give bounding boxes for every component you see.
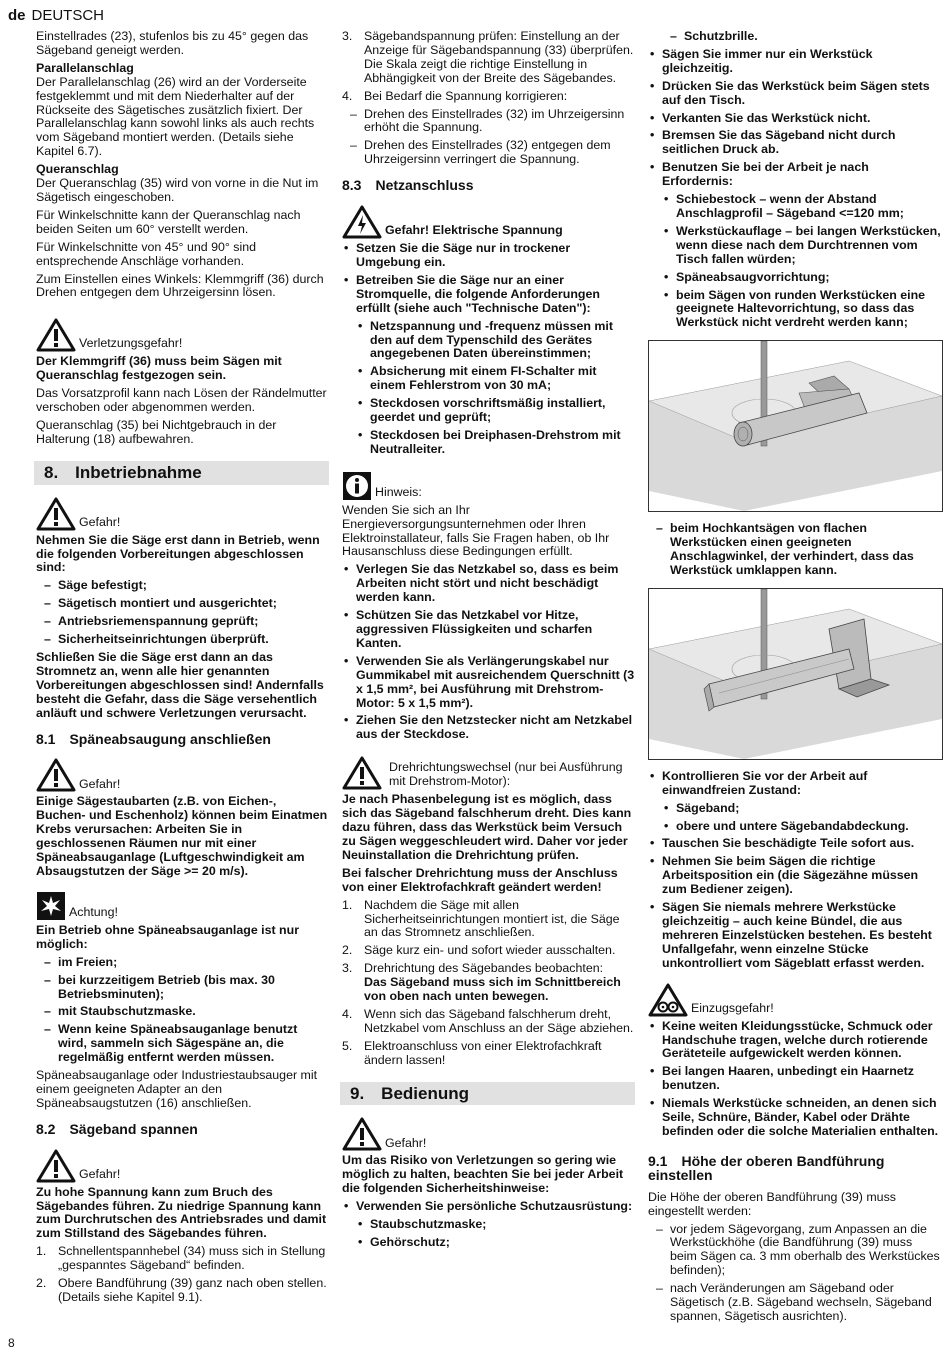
condition-sublist: [662, 802, 941, 834]
list-item: • Staubschutzmaske;: [356, 1218, 635, 1232]
warning-label: Drehrichtungswechsel (nur bei Ausführung mit Drehstrom-Motor):: [389, 760, 623, 789]
tension-list: [342, 108, 635, 168]
ppe-continued: [662, 30, 941, 44]
aids-list: [662, 193, 941, 330]
height-list: [648, 1223, 941, 1324]
list-item: – Antriebsriemenspannung geprüft;: [36, 615, 329, 629]
warning-text: Einige Sägestaubarten (z.B. von Eichen-, Buchen- und Eschenholz) können beim Einatmen Krebs verursachen: Arbeiten Sie in geschlossenen Räumen nur mit einer Späneabsauganlage (Luftgeschwindigkeit am Absaugstutzen der Säge >= 20 m/s).: [36, 794, 328, 878]
list-item: 5. Elektroanschluss von einer Elektrofachkraft ändern lassen!: [342, 1038, 602, 1067]
list-item: 2. Säge kurz ein- und sofort wieder ausschalten.: [342, 943, 616, 958]
hint-label: Hinweis:: [375, 484, 422, 499]
warning-text: Zu hohe Spannung kann zum Bruch des Sägebandes führen. Zu niedrige Spannung kann zum Durchrutschen des Antriebsrades und damit zum Stillstand des Sägebandes führen.: [36, 1184, 327, 1241]
list-item: 2. Obere Bandführung (39) ganz nach oben stellen. (Details siehe Kapitel 9.1).: [36, 1276, 327, 1304]
warning-triangle-icon: [36, 497, 76, 531]
list-item: • Sägeband;: [662, 802, 941, 816]
warning-label: Gefahr!: [79, 1166, 121, 1181]
list-item: • Schützen Sie das Netzkabel vor Hitze, aggressiven Flüssigkeiten und scharfen Kanten.: [342, 609, 635, 651]
list-item: • Kontrollieren Sie vor der Arbeit auf einwandfreien Zustand: • Sägeband; • obere und untere Sägebandabdeckung.: [648, 770, 941, 834]
list-item: • Nehmen Sie beim Sägen die richtige Arbeitsposition ein (die Sägezähne müssen zum Bediener zeigen).: [648, 855, 941, 897]
attention-notice: [36, 891, 329, 921]
warning-danger: [36, 1149, 329, 1183]
list-item: 3. Sägebandspannung prüfen: Einstellung an der Anzeige für Sägebandspannung (33) überprüfen. Die Skala zeigt die richtige Einstellung in Abhängigkeit von der Breite des Sägebandes.: [342, 29, 634, 85]
list-item: – Sägetisch montiert und ausgerichtet;: [36, 597, 329, 611]
list-item: 1. Nachdem die Säge mit allen Sicherheitseinrichtungen montiert ist, die Säge an das Stromnetz anschließen.: [342, 897, 620, 940]
warning-danger: [36, 497, 329, 531]
warning-triangle-icon: [36, 1149, 76, 1183]
heading-queranschlag: Queranschlag: [36, 162, 119, 177]
entanglement-list: [648, 1020, 941, 1139]
paragraph: Späneabsauganlage oder Industriestaubsauger mit einem geeigneten Adapter an den Späneabsaugstutzen (16) anschließen.: [36, 1068, 318, 1110]
list-item: • Verlegen Sie das Netzkabel so, dass es beim Arbeiten nicht stört und nicht beschädigt werden kann.: [342, 563, 635, 605]
warning-triangle-icon: [36, 318, 76, 352]
list-item: • Netzspannung und -frequenz müssen mit den auf dem Typenschild des Gerätes angegebenen Daten übereinstimmen;: [356, 320, 635, 362]
paragraph: Das Vorsatzprofil kann nach Lösen der Rändelmutter verschoben oder abgenommen werden.: [36, 386, 327, 415]
list-item: • Gehörschutz;: [356, 1236, 635, 1250]
hint-notice: [342, 471, 635, 501]
preparation-list: [36, 579, 329, 647]
column-left: [36, 30, 329, 1309]
section-heading-9: 9. Bedienung: [340, 1082, 635, 1106]
list-item: • Absicherung mit einem FI-Schalter mit einem Fehlerstrom von 30 mA;: [356, 365, 635, 393]
paragraph: Schließen Sie die Säge erst dann an das Stromnetz an, wenn alle hier genannten Vorbereitungen abgeschlossen sind! Andernfalls besteht die Gefahr, dass die Säge versehentlich anläuft und schwere Verletzungen verursacht.: [36, 650, 324, 720]
subsection-heading-8-3: 8.3 Netzanschluss: [342, 177, 474, 194]
list-item: • Werkstückauflage – bei langen Werkstücken, wenn diese nach dem Durchtrennen vom Tisch fallen würden;: [662, 225, 941, 267]
subsection-heading-8-1: 8.1 Späneabsaugung anschließen: [36, 730, 271, 747]
warning-label: Gefahr!: [79, 514, 121, 529]
entanglement-hazard-icon: [648, 983, 688, 1017]
list-item: • Steckdosen vorschriftsmäßig installiert, geerdet und geprüft;: [356, 397, 635, 425]
warning-label: Gefahr!: [385, 1135, 427, 1150]
warning-triangle-icon: [342, 756, 382, 790]
warning-entanglement: [648, 983, 941, 1017]
paragraph: Zum Einstellen eines Winkels: Klemmgriff (36) durch Drehen entgegen dem Uhrzeigersinn lösen.: [36, 271, 324, 300]
page-number: 8: [8, 1336, 15, 1350]
warning-label: Gefahr!: [79, 776, 121, 791]
list-item: – nach Veränderungen am Sägeband oder Sägetisch (z.B. Sägeband wechseln, Sägeband spannen, Sägetisch ausrichten).: [648, 1282, 941, 1324]
warning-label: Verletzungsgefahr!: [79, 336, 183, 351]
list-item: – vor jedem Sägevorgang, zum Anpassen an die Werkstückhöhe (die Bandführung (39) muss beim Sägen ca. 3 mm oberhalb des Werkstückes befinden);: [648, 1223, 941, 1279]
ppe-sublist: [356, 1218, 635, 1250]
page-header: [8, 7, 104, 24]
list-item: – im Freien;: [36, 956, 329, 970]
column-middle: [342, 30, 635, 1254]
paragraph: Einstellrades (23), stufenlos bis zu 45° gegen das Sägeband geneigt werden.: [36, 29, 309, 57]
list-item: • Tauschen Sie beschädigte Teile sofort aus.: [648, 837, 941, 851]
cable-list: [342, 563, 635, 742]
steps-list: [342, 30, 635, 104]
electric-hazard-icon: [342, 205, 382, 239]
language-code: de: [8, 7, 26, 24]
paragraph: Der Queranschlag (35) wird von vorne in die Nut im Sägetisch eingeschoben.: [36, 176, 319, 204]
list-item: – beim Hochkantsägen von flachen Werkstücken einen geeigneten Anschlagwinkel, der verhindert, dass das Werkstück umklappen kann.: [648, 522, 941, 578]
list-item: – Drehen des Einstellrades (32) im Uhrzeigersinn erhöht die Spannung.: [342, 108, 635, 136]
list-item: 3. Drehrichtung des Sägebandes beobachten: Das Sägeband muss sich im Schnittbereich von oben nach unten bewegen.: [342, 961, 621, 1004]
paragraph: Queranschlag (35) bei Nichtgebrauch in der Halterung (18) aufbewahren.: [36, 417, 277, 446]
list-item: • Schiebestock – wenn der Abstand Anschlagprofil – Sägeband <=120 mm;: [662, 193, 941, 221]
list-item: • Drücken Sie das Werkstück beim Sägen stets auf den Tisch.: [648, 80, 941, 108]
requirements-list: [356, 320, 635, 457]
conditions-list: [36, 956, 329, 1065]
heading-parallelanschlag: Parallelanschlag: [36, 60, 134, 75]
subsection-heading-8-2: 8.2 Sägeband spannen: [36, 1120, 198, 1137]
list-item: • obere und untere Sägebandabdeckung.: [662, 820, 941, 834]
list-item: • Verkanten Sie das Werkstück nicht.: [648, 112, 941, 126]
warning-text: Nehmen Sie die Säge erst dann in Betrieb, wenn die folgenden Vorbereitungen abgeschlossen sind:: [36, 532, 320, 575]
list-item: – Schutzbrille.: [662, 30, 941, 44]
list-item: • Bremsen Sie das Sägeband nicht durch seitlichen Druck ab.: [648, 129, 941, 157]
list-item: • Späneabsaugvorrichtung;: [662, 271, 941, 285]
ppe-list: [342, 1200, 635, 1250]
list-item: • Sägen Sie immer nur ein Werkstück gleichzeitig.: [648, 48, 941, 76]
list-item: • Setzen Sie die Säge nur in trockener Umgebung ein.: [342, 242, 635, 270]
rotation-steps: [342, 899, 635, 1068]
warning-rotation: [342, 756, 635, 790]
subsection-heading-9-1: 9.1 Höhe der oberen Bandführung einstellen: [648, 1152, 885, 1183]
warning-triangle-icon: [36, 758, 76, 792]
list-item: • Benutzen Sie bei der Arbeit je nach Erfordernis: • Schiebestock – wenn der Abstand Anschlagprofil – Sägeband <=120 mm; • Werkstückauflage – bei langen Werkstücken, wenn diese nach dem Durchtrennen vom Tisch fallen würden; • Späneabsaugvorrichtung; • beim Sägen von runden Werkstücken eine geeignete Haltevorrichtung, so dass das Werkstück nicht verdreht werden kann;: [648, 161, 941, 330]
attention-label: Achtung!: [69, 904, 118, 919]
list-item: – Sicherheitseinrichtungen überprüft.: [36, 633, 329, 647]
warning-injury: [36, 318, 329, 352]
list-item: • Betreiben Sie die Säge nur an einer Stromquelle, die folgende Anforderungen erfüllt (siehe auch "Technische Daten"): • Netzspannung und -frequenz müssen mit den auf dem Typenschild des Gerätes angegebenen Daten übereinstimmen; • Absicherung mit einem FI-Schalter mit einem Fehlerstrom von 30 mA; • Steckdosen vorschriftsmäßig installiert, geerdet und geprüft; • Steckdosen bei Dreiphasen-Drehstrom mit Neutralleiter.: [342, 274, 635, 457]
warning-label: Gefahr! Elektrische Spannung: [385, 223, 563, 238]
warning-text: Je nach Phasenbelegung ist es möglich, dass sich das Sägeband falschherum dreht. Dies kann dazu führen, dass das Werkstück beim Versuch zu Sägen weggeschleudert wird. Daher vor jeder Neuinstallation die Drehrichtung prüfen.: [342, 792, 632, 862]
list-item: 4. Bei Bedarf die Spannung korrigieren:: [342, 88, 568, 103]
list-item: • Verwenden Sie persönliche Schutzausrüstung: • Staubschutzmaske; • Gehörschutz;: [342, 1200, 635, 1250]
paragraph: Der Parallelanschlag (26) wird an der Vorderseite festgeklemmt und mit dem Niederhalter auf der Rückseite des Sägetisches zusätzlich fixiert. Der Parallelanschlag kann sowohl links als auch rechts vom Sägeband montiert werden. (Details siehe Kapitel 6.7).: [36, 74, 315, 159]
section-heading-8: 8. Inbetriebnahme: [34, 461, 329, 485]
operation-list: [648, 48, 941, 330]
list-item: • Keine weiten Kleidungsstücke, Schmuck oder Handschuhe tragen, welche durch rotierende Geräteteile aufgewickelt werden können.: [648, 1020, 941, 1062]
warning-text: Der Klemmgriff (36) muss beim Sägen mit Queranschlag festgezogen sein.: [36, 354, 282, 383]
paragraph: Für Winkelschnitte von 45° und 90° sind entsprechende Anschläge vorhanden.: [36, 239, 256, 268]
list-item: 4. Wenn sich das Sägeband falschherum dreht, Netzkabel vom Anschluss an der Säge abziehen.: [342, 1006, 634, 1035]
warning-danger: [342, 1117, 635, 1151]
flat-workpiece-list: [648, 522, 941, 578]
list-item: 1. Schnellentspannhebel (34) muss sich in Stellung „gespanntes Sägeband“ befinden.: [36, 1244, 326, 1273]
flat-workpiece-illustration: [648, 588, 943, 760]
list-item: • beim Sägen von runden Werkstücken eine geeignete Haltevorrichtung, so dass das Werkstück nicht verdreht werden kann;: [662, 289, 941, 331]
list-item: • Steckdosen bei Dreiphasen-Drehstrom mit Neutralleiter.: [356, 429, 635, 457]
warning-label: Einzugsgefahr!: [691, 1000, 774, 1015]
attention-text: Ein Betrieb ohne Späneabsauganlage ist nur möglich:: [36, 922, 300, 951]
safety-list: [342, 242, 635, 457]
list-item: • Verwenden Sie als Verlängerungskabel nur Gummikabel mit ausreichendem Querschnitt (3 x 1,5 mm², bei Ausführung mit Drehstrom-Motor: 5 x 1,5 mm²).: [342, 655, 635, 711]
warning-electric: [342, 205, 635, 239]
paragraph: Die Höhe der oberen Bandführung (39) muss eingestellt werden:: [648, 1189, 896, 1218]
list-item: • Niemals Werkstücke schneiden, an denen sich Seile, Schnüre, Bänder, Kabel oder Drähte befinden oder die solche Materialien enthalten.: [648, 1097, 941, 1139]
list-item: – Wenn keine Späneabsauganlage benutzt wird, sammeln sich Sägespäne an, die regelmäßig entfernt werden müssen.: [36, 1023, 329, 1065]
check-list: [648, 770, 941, 971]
list-item: – bei kurzzeitigem Betrieb (bis max. 30 Betriebsminuten);: [36, 974, 329, 1002]
list-item: • Sägen Sie niemals mehrere Werkstücke gleichzeitig – auch keine Bündel, die aus mehreren Einzelstücken bestehen. Es besteht Unfallgefahr, wenn einzelne Stücke unkontrolliert vom Sägeblatt erfasst werden.: [648, 901, 941, 971]
column-right: [648, 30, 941, 1328]
warning-text: Um das Risiko von Verletzungen so gering wie möglich zu halten, beachten Sie bei jeder Arbeit die folgenden Sicherheitshinweise:: [342, 1153, 624, 1196]
list-item: • Bei langen Haaren, unbedingt ein Haarnetz benutzen.: [648, 1065, 941, 1093]
header-title: DEUTSCH: [31, 7, 105, 24]
list-item: – mit Staubschutzmaske.: [36, 1005, 329, 1019]
warning-danger: [36, 758, 329, 792]
hint-text: Wenden Sie sich an Ihr Energieversorgungsunternehmen oder Ihren Elektroinstallateur, falls Sie Fragen haben, ob Ihr Hausanschluss diese Bedingungen erfüllt.: [342, 502, 610, 559]
list-item: • Ziehen Sie den Netzstecker nicht am Netzkabel aus der Steckdose.: [342, 714, 635, 742]
paragraph: Für Winkelschnitte kann der Queranschlag nach beiden Seiten um 60° verstellt werden.: [36, 207, 301, 236]
info-icon: [342, 471, 372, 501]
steps-list: [36, 1245, 329, 1305]
warning-triangle-icon: [342, 1117, 382, 1151]
round-workpiece-illustration: [648, 340, 943, 512]
warning-text: Bei falscher Drehrichtung muss der Anschluss von einer Elektrofachkraft geändert werden!: [342, 865, 618, 894]
list-item: – Drehen des Einstellrades (32) entgegen dem Uhrzeigersinn verringert die Spannung.: [342, 139, 635, 167]
attention-burst-icon: [36, 891, 66, 921]
list-item: – Säge befestigt;: [36, 579, 329, 593]
